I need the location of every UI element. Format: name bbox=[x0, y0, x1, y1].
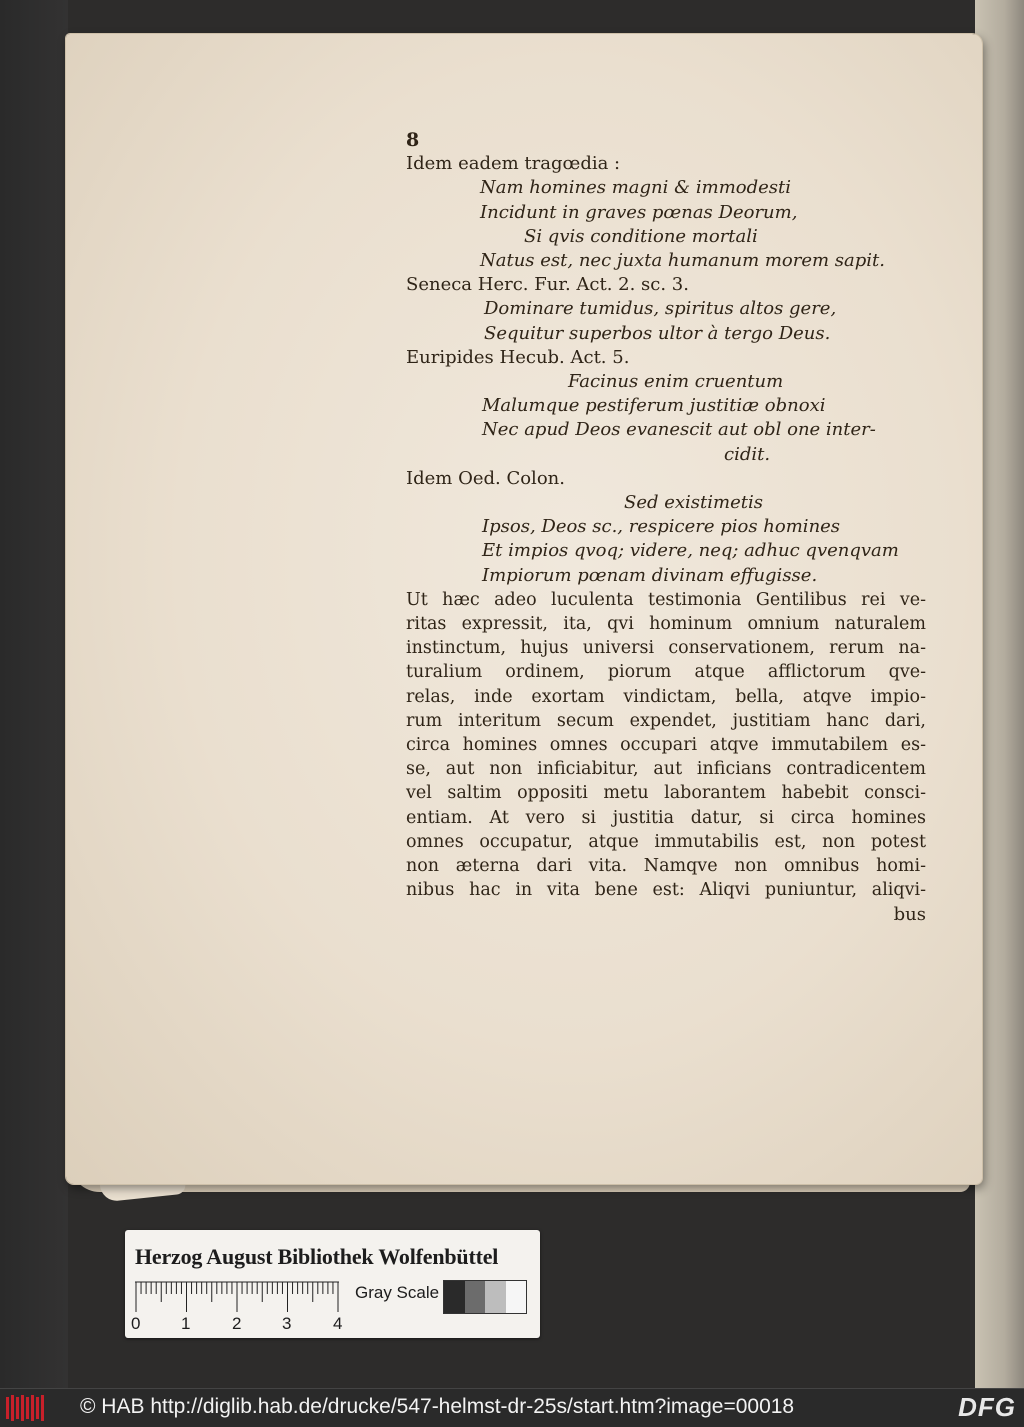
citation-heading: Euripides Hecub. Act. 5. bbox=[406, 346, 630, 368]
adjacent-page-edge bbox=[975, 0, 1024, 1388]
gray-scale-label: Gray Scale bbox=[355, 1283, 440, 1302]
gray-scale-swatches bbox=[443, 1280, 527, 1314]
color-calibration-chart bbox=[125, 1230, 540, 1338]
verse-line: Nam homines magni & immodesti bbox=[480, 177, 792, 199]
hab-library-logo-icon bbox=[4, 1393, 46, 1423]
body-line: rum interitum secum expendet, justitiam hanc dari, bbox=[406, 710, 926, 731]
body-line: instinctum, hujus universi conservationem, rerum na- bbox=[406, 638, 926, 659]
citation-heading: Seneca Herc. Fur. Act. 2. sc. 3. bbox=[406, 274, 689, 296]
verse-line: Ipsos, Deos sc., respicere pios homines bbox=[482, 516, 841, 538]
gray-swatch bbox=[506, 1281, 527, 1313]
body-line: omnes occupatur, atque immutabilis est, non potest bbox=[406, 831, 926, 852]
body-line: vel saltim oppositi metu laborantem habebit consci- bbox=[406, 783, 926, 804]
ruler-number: 1 bbox=[181, 1314, 191, 1333]
ruler-numbers bbox=[131, 1314, 351, 1334]
gray-swatch bbox=[485, 1281, 506, 1313]
citation-heading: Idem eadem tragœdia : bbox=[406, 153, 621, 175]
citation-heading: Idem Oed. Colon. bbox=[406, 467, 565, 489]
verse-lines bbox=[406, 152, 926, 588]
verse-line: Et impios qvoq; videre, neq; adhuc qvenqvam bbox=[482, 540, 899, 562]
verse-line: Nec apud Deos evanescit aut obl one inter- bbox=[482, 419, 876, 441]
ruler-scale bbox=[135, 1280, 339, 1314]
ruler-number: 2 bbox=[232, 1314, 242, 1333]
catchword: bus bbox=[893, 903, 926, 925]
gray-swatch bbox=[465, 1281, 486, 1313]
copyright-url[interactable]: © HAB http://diglib.hab.de/drucke/547-helmst-dr-25s/start.htm?image=00018 bbox=[80, 1395, 795, 1418]
verse-line: Sed existimetis bbox=[624, 492, 763, 514]
body-paragraph bbox=[406, 588, 926, 903]
ruler-number: 0 bbox=[131, 1314, 141, 1333]
body-line: entiam. At vero si justitia datur, si circa homines bbox=[406, 807, 926, 828]
gray-swatch bbox=[444, 1281, 465, 1313]
verse-line: cidit. bbox=[724, 443, 771, 465]
verse-line: Impiorum pœnam divinam effugisse. bbox=[482, 564, 818, 586]
page-text bbox=[406, 128, 926, 927]
verse-line: Dominare tumidus, spiritus altos gere, bbox=[484, 298, 837, 320]
body-line: ritas expressit, ita, qvi hominum omnium naturalem bbox=[406, 614, 926, 635]
verse-line: Sequitur superbos ultor à tergo Deus. bbox=[484, 322, 831, 344]
body-line: circa homines omnes occupari atqve immutabilem es- bbox=[406, 735, 926, 756]
body-line: relas, inde exortam vindictam, bella, atqve impio- bbox=[406, 686, 926, 707]
footer-bar bbox=[0, 1388, 1024, 1427]
ruler-number: 4 bbox=[333, 1314, 343, 1333]
body-line: non æterna dari vita. Namqve non omnibus homi- bbox=[406, 856, 926, 877]
verse-line: Facinus enim cruentum bbox=[568, 371, 784, 393]
body-line: se, aut non inficiabitur, aut inficians contradicentem bbox=[406, 759, 926, 780]
body-line: Ut hæc adeo luculenta testimonia Gentilibus rei ve- bbox=[406, 589, 926, 610]
page-number: 8 bbox=[406, 129, 420, 151]
ruler-number: 3 bbox=[282, 1314, 292, 1333]
verse-line: Si qvis conditione mortali bbox=[524, 225, 758, 247]
chart-title: Herzog August Bibliothek Wolfenbüttel bbox=[135, 1244, 499, 1269]
body-line: turalium ordinem, piorum atque afflictorum qve- bbox=[406, 662, 926, 683]
verse-line: Incidunt in graves pœnas Deorum, bbox=[480, 201, 798, 223]
dfg-logo: DFG bbox=[958, 1392, 1016, 1422]
verse-line: Natus est, nec juxta humanum morem sapit. bbox=[480, 250, 886, 272]
mount-strip bbox=[0, 0, 68, 1388]
body-line: nibus hac in vita bene est: Aliqvi puniuntur, aliqvi- bbox=[406, 880, 926, 901]
verse-line: Malumque pestiferum justitiæ obnoxi bbox=[482, 395, 826, 417]
